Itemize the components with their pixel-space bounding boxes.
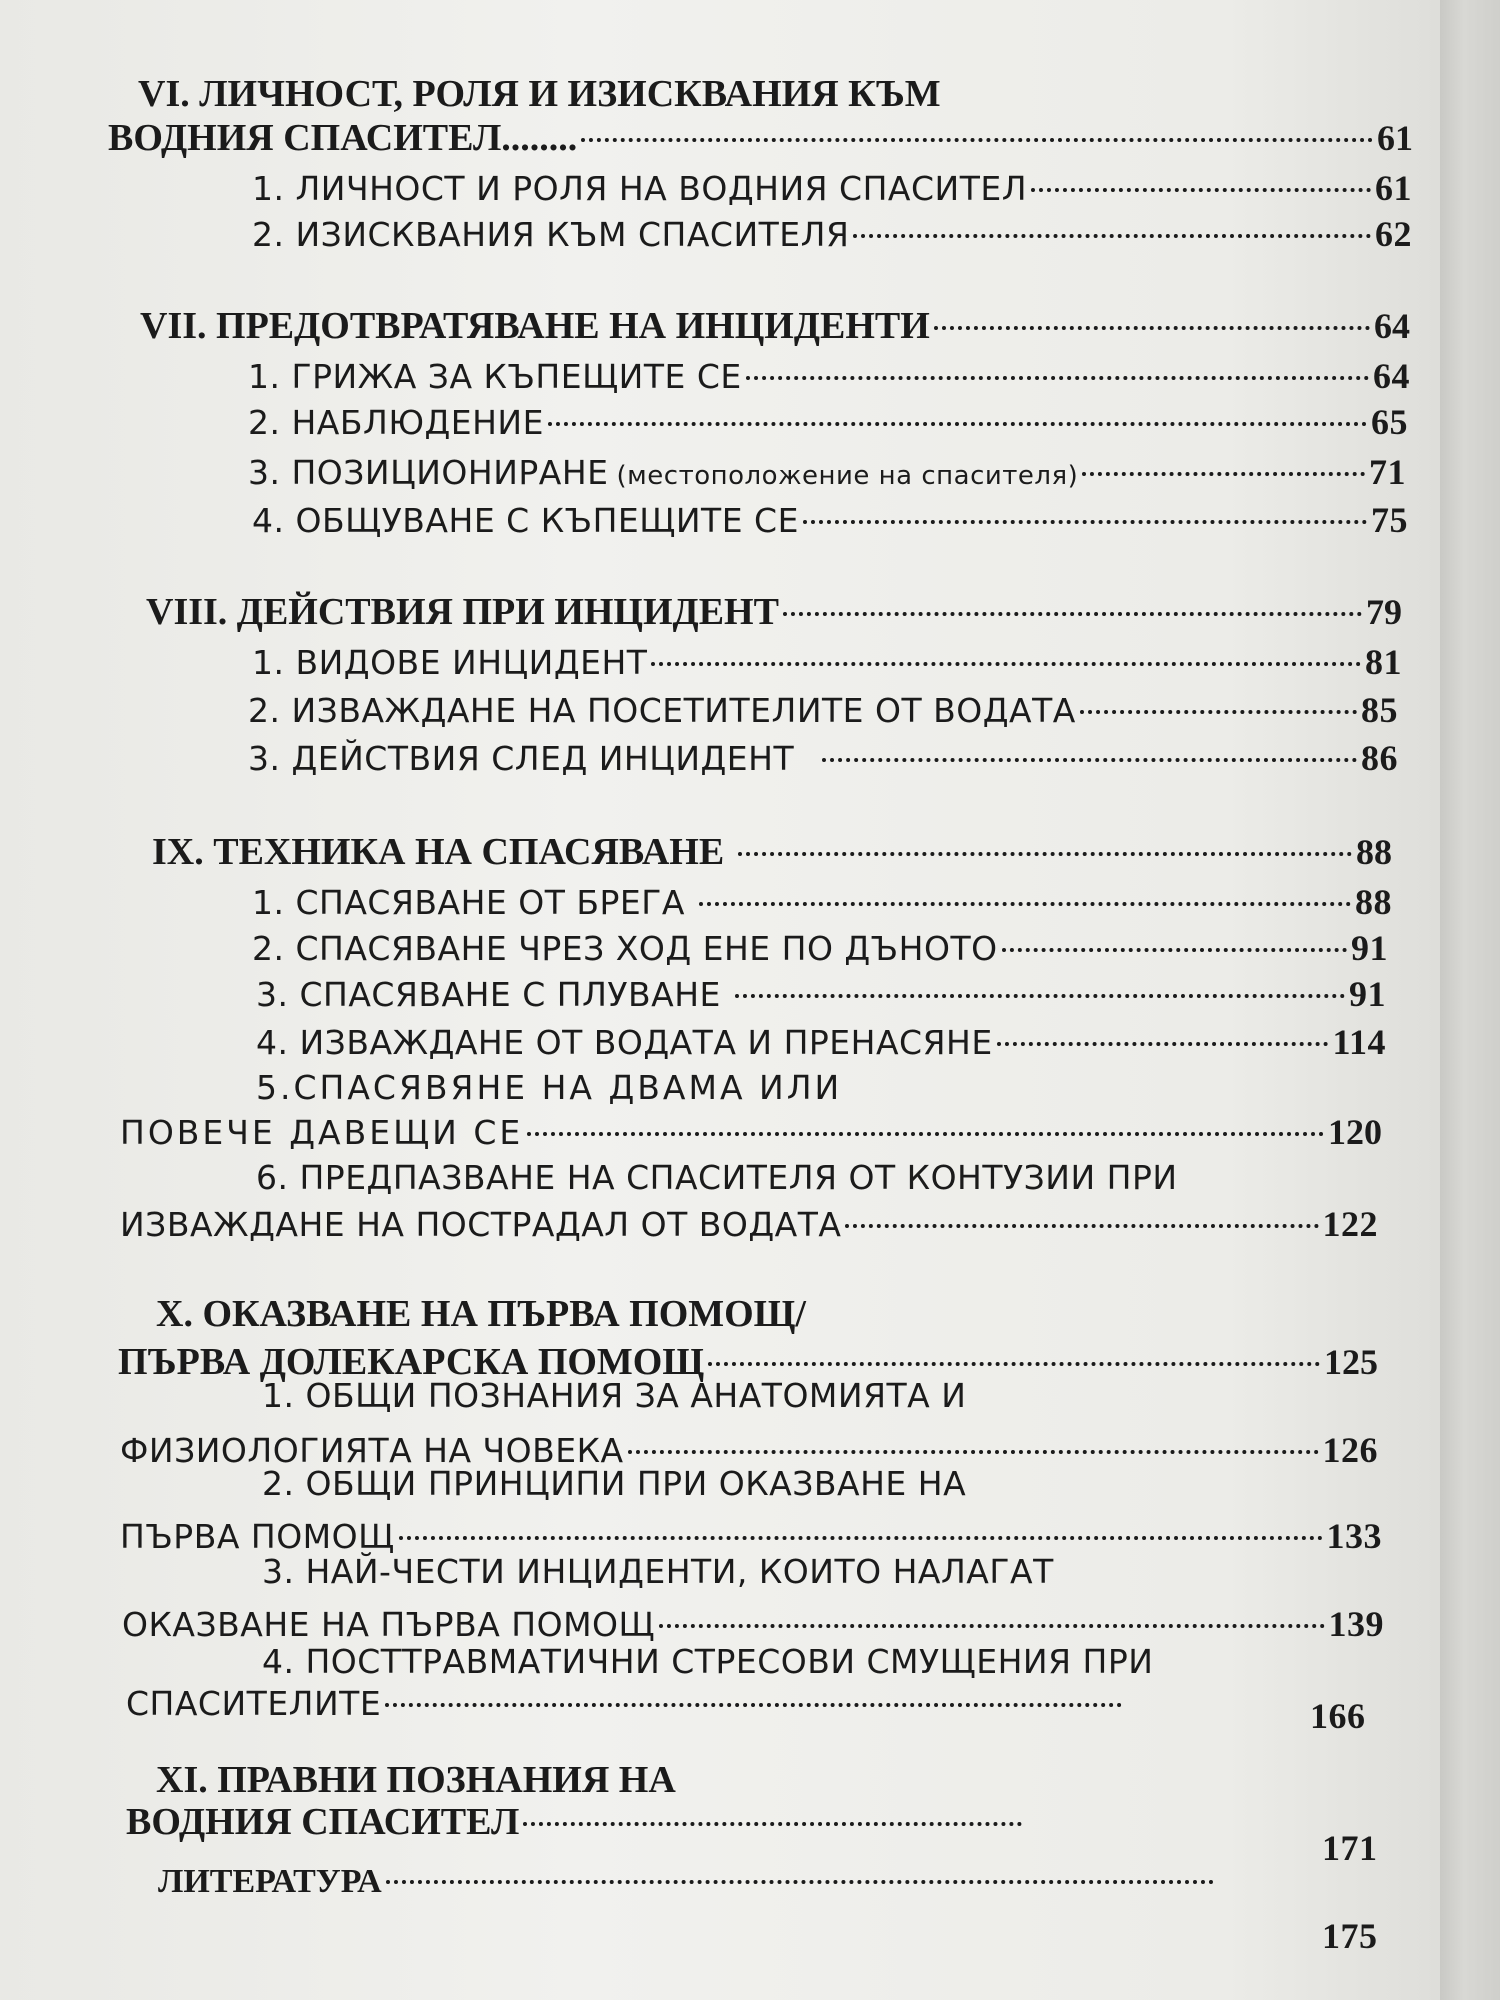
toc-page-number: 122: [1322, 1204, 1378, 1244]
toc-entry-text: 2. ИЗИСКВАНИЯ КЪМ СПАСИТЕЛЯ: [252, 215, 850, 254]
toc-entry: [1322, 1914, 1378, 1958]
toc-page-number: 75: [1371, 500, 1408, 540]
toc-entry-text: ПОВЕЧЕ ДАВЕЩИ СЕ: [120, 1113, 524, 1152]
toc-entry-text: 2. НАБЛЮДЕНИЕ: [248, 403, 544, 442]
toc-entry-text: ВОДНИЯ СПАСИТЕЛ: [126, 1801, 520, 1843]
toc-entry: [256, 1156, 1178, 1200]
toc-entry: [1310, 1694, 1366, 1738]
toc-heading: [140, 304, 1410, 348]
toc-page-number: 85: [1361, 690, 1398, 730]
toc-entry-text: 4. ОБЩУВАНЕ С КЪПЕЩИТЕ СЕ: [252, 501, 799, 540]
dot-leader: [934, 326, 1370, 330]
dot-leader: [628, 1450, 1319, 1454]
toc-heading: [152, 830, 1392, 874]
toc-entry-text: 1. ЛИЧНОСТ И РОЛЯ НА ВОДНИЯ СПАСИТЕЛ: [252, 169, 1028, 208]
dot-leader: [399, 1536, 1323, 1540]
toc-entry-text: VII. ПРЕДОТВРАТЯВАНЕ НА ИНЦИДЕНТИ: [140, 305, 930, 347]
toc-entry-text: 2. ОБЩИ ПРИНЦИПИ ПРИ ОКАЗВАНЕ НА: [262, 1464, 967, 1503]
toc-page-number: 166: [1310, 1696, 1366, 1736]
toc-entry: [262, 1374, 966, 1418]
toc-entry-text: 4. ПОСТТРАВМАТИЧНИ СТРЕСОВИ СМУЩЕНИЯ ПРИ: [262, 1642, 1154, 1681]
toc-entry-text: VIII. ДЕЙСТВИЯ ПРИ ИНЦИДЕНТ: [146, 591, 779, 633]
toc-entry: [248, 450, 1406, 498]
toc-page-number: 120: [1328, 1112, 1382, 1152]
dot-leader: [1002, 948, 1347, 952]
toc-entry-text: 1. ВИДОВЕ ИНЦИДЕНТ: [252, 643, 648, 682]
toc-entry-text: ИЗВАЖДАНЕ НА ПОСТРАДАЛ ОТ ВОДАТА: [120, 1205, 842, 1244]
toc-page-number: 175: [1322, 1916, 1378, 1956]
toc-entry: [256, 1020, 1386, 1065]
toc-page-number: 64: [1374, 306, 1410, 346]
toc-entry: [262, 1640, 1153, 1684]
toc-entry-text: 2. ИЗВАЖДАНЕ НА ПОСЕТИТЕЛИТЕ ОТ ВОДАТА: [248, 691, 1076, 730]
toc-entry-text: 3. ПОЗИЦИОНИРАНЕ: [248, 453, 609, 492]
dot-leader: [803, 520, 1367, 524]
dot-leader: [581, 138, 1373, 142]
dot-leader: [822, 758, 1357, 762]
toc-page-number: 64: [1373, 356, 1410, 396]
toc-page-number: 88: [1356, 832, 1392, 872]
dot-leader: [548, 422, 1367, 426]
toc-entry: [252, 166, 1412, 211]
toc-entry: [262, 1462, 966, 1506]
toc-entry-text: ВОДНИЯ СПАСИТЕЛ........: [108, 117, 578, 159]
toc-page-number: 61: [1375, 168, 1412, 208]
toc-heading: [156, 1292, 806, 1336]
toc-entry-text: ПЪРВА ДОЛЕКАРСКА ПОМОЩ: [118, 1341, 705, 1383]
toc-heading: [146, 590, 1402, 634]
toc-page-number: 86: [1361, 738, 1398, 778]
toc-page-number: 62: [1375, 214, 1412, 254]
toc-heading: [158, 1860, 1218, 1904]
dot-leader: [651, 662, 1361, 666]
dot-leader: [527, 1132, 1324, 1136]
toc-entry-text: СПАСИТЕЛИТЕ: [126, 1684, 382, 1723]
toc-heading: [108, 116, 1413, 160]
toc-heading: [156, 1758, 676, 1802]
toc-entry-text: 4. ИЗВАЖДАНЕ ОТ ВОДАТА И ПРЕНАСЯНЕ: [256, 1023, 993, 1062]
toc-entry-text: 1. СПАСЯВАНЕ ОТ БРЕГА: [252, 883, 685, 922]
toc-entry: [252, 880, 1392, 925]
dot-leader: [1080, 710, 1357, 714]
toc-page-number: 125: [1324, 1342, 1378, 1382]
toc-entry-text: 6. ПРЕДПАЗВАНЕ НА СПАСИТЕЛЯ ОТ КОНТУЗИИ ПРИ: [256, 1158, 1178, 1197]
toc-entry-text: 3. ДЕЙСТВИЯ СЛЕД ИНЦИДЕНТ: [248, 739, 795, 778]
toc-entry-text: VI. ЛИЧНОСТ, РОЛЯ И ИЗИСКВАНИЯ КЪМ: [138, 73, 941, 115]
toc-entry: [248, 354, 1410, 399]
dot-leader: [735, 994, 1345, 998]
dot-leader: [746, 376, 1369, 380]
toc-entry-text: 3. НАЙ-ЧЕСТИ ИНЦИДЕНТИ, КОИТО НАЛАГАТ: [262, 1552, 1054, 1591]
toc-heading: [126, 1800, 1026, 1844]
toc-page-number: 79: [1366, 592, 1402, 632]
toc-page-number: 139: [1328, 1604, 1384, 1644]
toc-page-number: 133: [1326, 1516, 1382, 1556]
toc-entry: [252, 212, 1412, 257]
toc-entry-text: ФИЗИОЛОГИЯТА НА ЧОВЕКА: [120, 1431, 624, 1470]
toc-page-number: 114: [1332, 1022, 1386, 1062]
dot-leader: [738, 852, 1352, 856]
toc-page-number: 65: [1371, 402, 1408, 442]
toc-entry: [262, 1550, 1054, 1594]
toc-page-number: 126: [1322, 1430, 1378, 1470]
dot-leader: [386, 1880, 1214, 1884]
dot-leader: [659, 1624, 1324, 1628]
toc-entry: [248, 688, 1398, 733]
toc-page-number: 91: [1349, 974, 1386, 1014]
toc-entry-text: 1. ОБЩИ ПОЗНАНИЯ ЗА АНАТОМИЯТА И: [262, 1376, 967, 1415]
toc-page-number: 91: [1351, 928, 1388, 968]
toc-page-number: 88: [1355, 882, 1392, 922]
toc-entry-text: XI. ПРАВНИ ПОЗНАНИЯ НА: [156, 1759, 676, 1801]
dot-leader: [1031, 188, 1371, 192]
toc-page-number: 61: [1377, 118, 1413, 158]
toc-entry-text: IX. ТЕХНИКА НА СПАСЯВАНЕ: [152, 831, 725, 873]
dot-leader: [997, 1042, 1329, 1046]
toc-entry-text: ПЪРВА ПОМОЩ: [120, 1517, 395, 1556]
toc-heading: [138, 72, 941, 116]
toc-page-number: 171: [1322, 1828, 1378, 1868]
toc-entry-text: 5.СПАСЯВЯНЕ НА ДВАМА ИЛИ: [256, 1068, 843, 1107]
toc-entry: [252, 498, 1408, 543]
toc-page-number: 71: [1369, 452, 1406, 492]
toc-entry: [252, 640, 1402, 685]
toc-entry: [248, 400, 1408, 445]
toc-entry-text: ЛИТЕРАТУРА: [158, 1863, 382, 1900]
dot-leader: [1082, 472, 1365, 476]
page-edge: [1440, 0, 1500, 2000]
toc-entry: [1322, 1826, 1378, 1870]
dot-leader: [783, 612, 1362, 616]
toc-page-number: 81: [1365, 642, 1402, 682]
dot-leader: [853, 234, 1371, 238]
toc-entry-text: 1. ГРИЖА ЗА КЪПЕЩИТЕ СЕ: [248, 357, 742, 396]
toc-entry-text: 2. СПАСЯВАНЕ ЧРЕЗ ХОД ЕНЕ ПО ДЪНОТО: [252, 929, 998, 968]
toc-entry: [120, 1110, 1382, 1155]
toc-entry-text: X. ОКАЗВАНЕ НА ПЪРВА ПОМОЩ/: [156, 1293, 806, 1335]
dot-leader: [385, 1703, 1122, 1707]
toc-entry-note: (местоположение на спасителя): [616, 461, 1079, 491]
toc-entry: [256, 972, 1386, 1017]
dot-leader: [708, 1362, 1320, 1366]
toc-entry-text: ОКАЗВАНЕ НА ПЪРВА ПОМОЩ: [122, 1605, 656, 1644]
toc-entry: [256, 1066, 842, 1110]
toc-entry: [252, 926, 1388, 971]
toc-entry: [120, 1202, 1378, 1247]
dot-leader: [523, 1822, 1022, 1826]
dot-leader: [699, 902, 1351, 906]
toc-entry: [248, 736, 1398, 781]
dot-leader: [845, 1224, 1318, 1228]
toc-entry-text: 3. СПАСЯВАНЕ С ПЛУВАНЕ: [256, 975, 721, 1014]
toc-entry: [126, 1682, 1126, 1726]
